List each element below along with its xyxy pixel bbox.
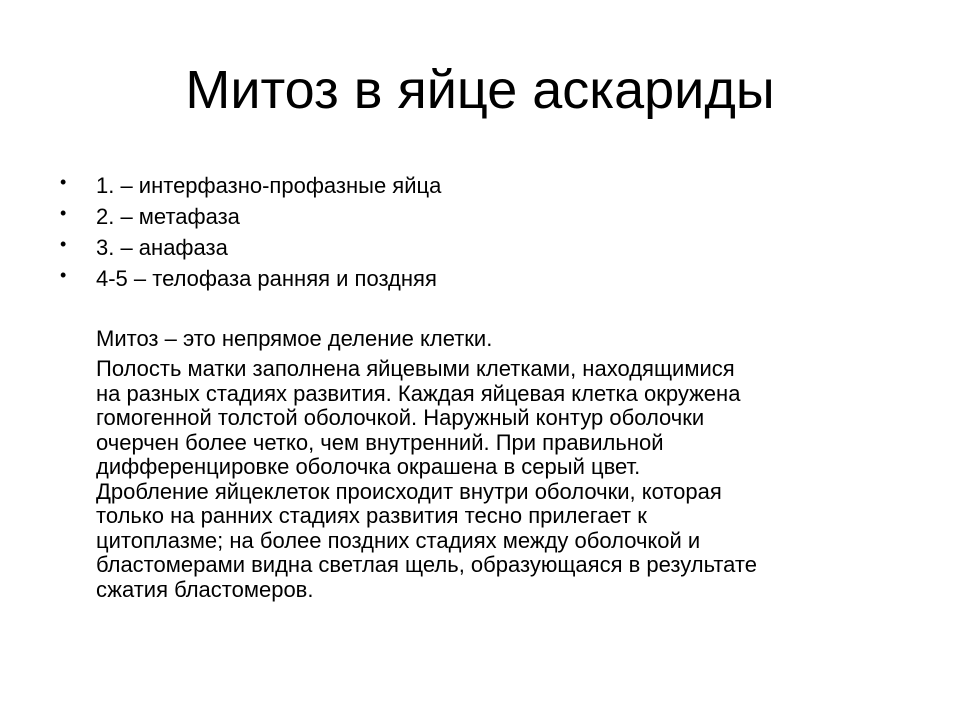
- bullet-icon: •: [60, 172, 67, 192]
- paragraph-line: гомогенной толстой оболочкой. Наружный контур оболочки: [96, 405, 705, 430]
- paragraph-line: только на ранних стадиях развития тесно прилегает к: [96, 503, 647, 528]
- bullet-item: [60, 232, 920, 263]
- description-paragraph: [96, 357, 906, 602]
- bullet-list: [60, 170, 920, 294]
- paragraph-line: Дробление яйцеклеток происходит внутри оболочки, которая: [96, 478, 722, 504]
- paragraph-line: дифференцировке оболочка окрашена в серый цвет.: [96, 454, 641, 479]
- bullet-item: [60, 263, 920, 294]
- bullet-icon: •: [60, 203, 67, 223]
- paragraph-line: Полость матки заполнена яйцевыми клетками, находящимися: [96, 356, 735, 381]
- bullet-text: 4-5 – телофаза ранняя и поздняя: [96, 266, 437, 291]
- body-text: [96, 325, 906, 602]
- mitosis-definition: Митоз – это непрямое деление клетки.: [96, 326, 493, 351]
- paragraph-line: цитоплазме; на более поздних стадиях между оболочкой и: [96, 527, 701, 553]
- paragraph-line: сжатия бластомеров.: [96, 576, 314, 602]
- bullet-text: 1. – интерфазно-профазные яйца: [96, 173, 442, 198]
- paragraph-line: бластомерами видна светлая щель, образующаяся в результате: [96, 552, 757, 577]
- bullet-item: [60, 201, 920, 232]
- slide-title: Митоз в яйце аскариды: [185, 60, 775, 120]
- bullet-text: 2. – метафаза: [96, 204, 240, 229]
- paragraph-line: на разных стадиях развития. Каждая яйцевая клетка окружена: [96, 380, 741, 406]
- bullet-item: [60, 170, 920, 201]
- bullet-icon: •: [60, 265, 67, 285]
- bullet-icon: •: [60, 234, 67, 254]
- paragraph-line: очерчен более четко, чем внутренний. При правильной: [96, 429, 664, 455]
- bullet-text: 3. – анафаза: [96, 235, 228, 260]
